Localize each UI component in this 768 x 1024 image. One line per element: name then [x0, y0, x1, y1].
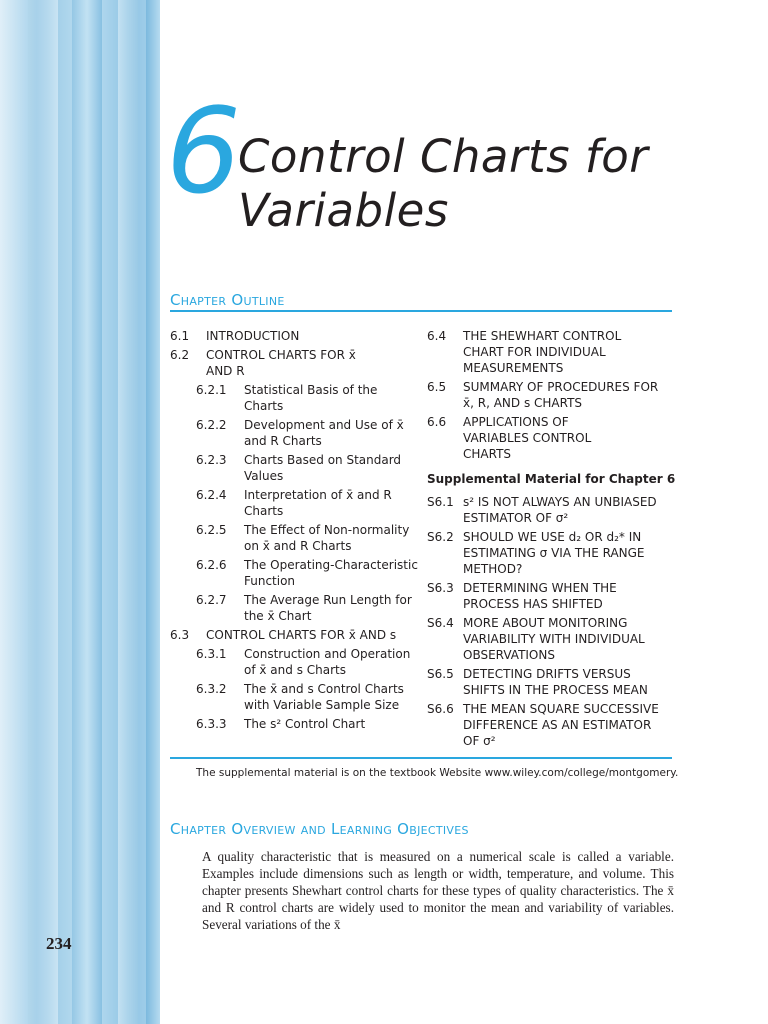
outline-right-column	[427, 328, 677, 752]
outline-heading: Chapter Outline	[170, 291, 285, 309]
supplemental-note: The supplemental material is on the textbook Website www.wiley.com/college/montgomery.	[196, 767, 679, 779]
outline-bottom-rule	[170, 757, 672, 759]
supplemental-heading: Supplemental Material for Chapter 6	[427, 472, 676, 486]
chapter-title-line1: Control Charts for	[238, 130, 649, 183]
outline-subitem: 6.2.4 Interpretation of x̄ and R Charts	[196, 488, 392, 518]
outline-left-column	[170, 328, 422, 735]
outline-subitem: 6.3.1 Construction and Operation of x̄ and s Charts	[196, 647, 411, 677]
supplemental-item: S6.4 MORE ABOUT MONITORING VARIABILITY WITH INDIVIDUAL OBSERVATIONS	[427, 616, 645, 662]
overview-paragraph: A quality characteristic that is measured on a numerical scale is called a variable. Examples include dimensions such as length or width, temperature, and volume. This chapter presents Shewhart control charts for these types of quality characteristics. The x̄ and R control charts are widely used to monitor the mean and variability of variables. Several variations of the x̄	[202, 849, 674, 932]
outline-subitem: 6.3.3 The s² Control Chart	[196, 717, 366, 731]
chapter-number: 6	[166, 82, 242, 220]
supplemental-item: S6.5 DETECTING DRIFTS VERSUS SHIFTS IN THE PROCESS MEAN	[427, 667, 648, 697]
outline-subitem: 6.2.2 Development and Use of x̄ and R Charts	[196, 418, 404, 448]
chapter-title	[238, 130, 648, 238]
outline-subitem: 6.2.6 The Operating-Characteristic Function	[196, 558, 418, 588]
outline-top-rule	[170, 310, 672, 312]
overview-heading: Chapter Overview and Learning Objectives	[170, 820, 469, 838]
supplemental-item: S6.2 SHOULD WE USE d₂ OR d₂* IN ESTIMATING σ VIA THE RANGE METHOD?	[427, 530, 645, 576]
outline-item: 6.5 SUMMARY OF PROCEDURES FOR x̄, R, AND s CHARTS	[427, 380, 659, 410]
outline-item: 6.2 CONTROL CHARTS FOR x̄ AND R	[170, 348, 356, 378]
outline-subitem: 6.2.1 Statistical Basis of the Charts	[196, 383, 378, 413]
page-number: 234	[46, 934, 72, 953]
outline-subitem: 6.2.3 Charts Based on Standard Values	[196, 453, 402, 483]
outline-item: 6.6 APPLICATIONS OF VARIABLES CONTROL CHARTS	[427, 415, 592, 461]
supplemental-item: S6.3 DETERMINING WHEN THE PROCESS HAS SHIFTED	[427, 581, 617, 611]
supplemental-item: S6.1 s² IS NOT ALWAYS AN UNBIASED ESTIMATOR OF σ²	[427, 495, 657, 525]
outline-subitem: 6.2.7 The Average Run Length for the x̄ Chart	[196, 593, 412, 623]
outline-item: 6.1 INTRODUCTION	[170, 329, 300, 343]
decorative-sidebar	[0, 0, 160, 1024]
outline-subitem: 6.2.5 The Effect of Non-normality on x̄ and R Charts	[196, 523, 410, 553]
chapter-title-line2: Variables	[238, 184, 449, 237]
outline-item: 6.4 THE SHEWHART CONTROL CHART FOR INDIVIDUAL MEASUREMENTS	[427, 329, 622, 375]
supplemental-item: S6.6 THE MEAN SQUARE SUCCESSIVE DIFFERENCE AS AN ESTIMATOR OF σ²	[427, 702, 659, 748]
outline-subitem: 6.3.2 The x̄ and s Control Charts with Variable Sample Size	[196, 682, 404, 712]
outline-item: 6.3 CONTROL CHARTS FOR x̄ AND s	[170, 628, 397, 642]
